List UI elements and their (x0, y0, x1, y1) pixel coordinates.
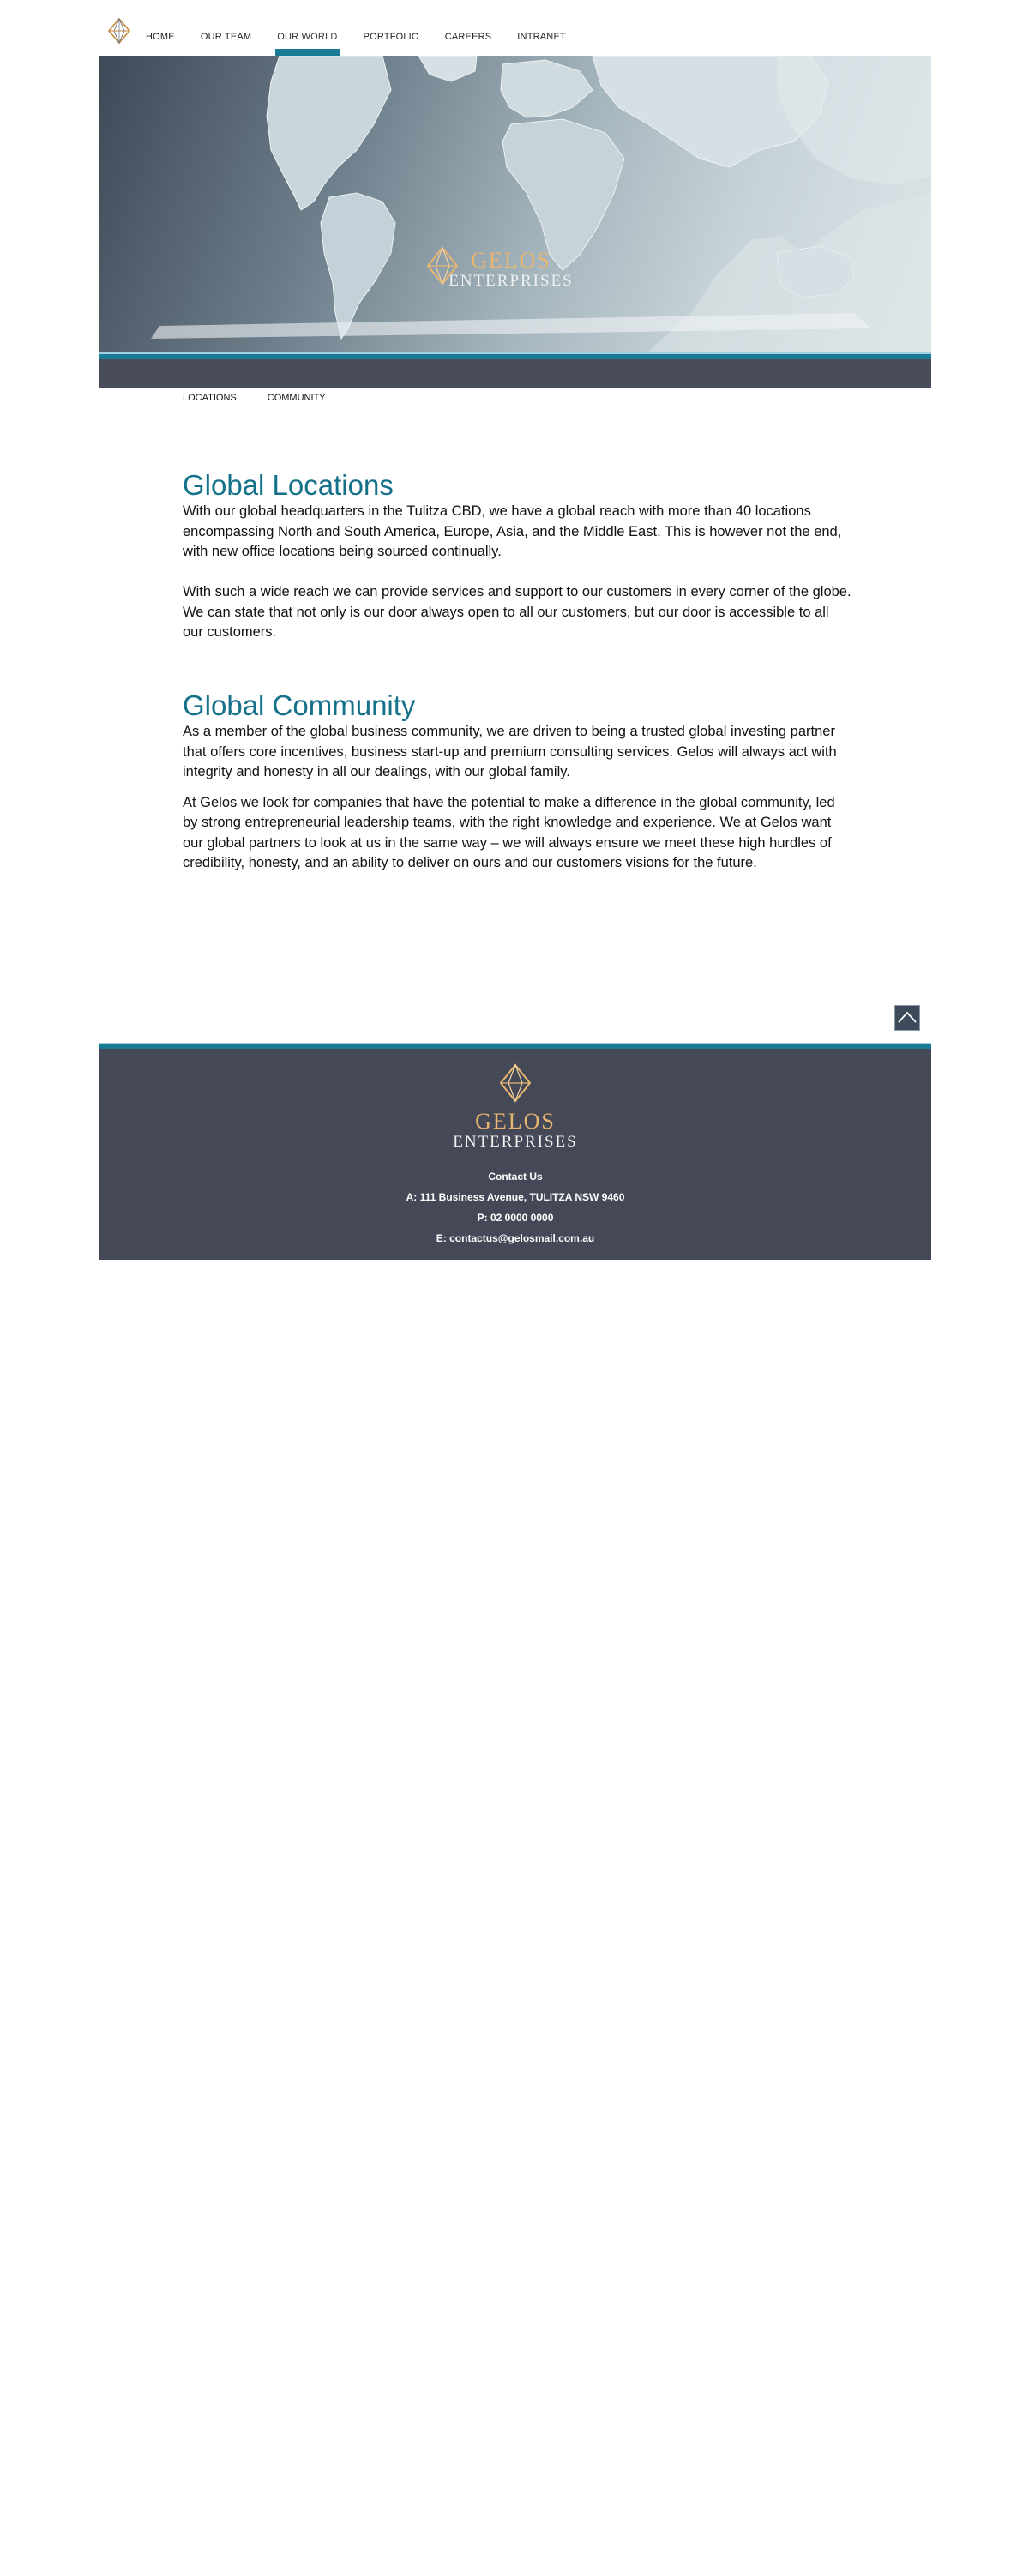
nav-our-world[interactable] (277, 32, 337, 42)
gelos-diamond-icon (498, 1063, 533, 1103)
section-title: Global Locations (183, 469, 394, 501)
nav-home[interactable] (146, 32, 175, 42)
hero-brand-sub: ENTERPRISES (448, 272, 574, 290)
back-to-top-button[interactable] (894, 1005, 920, 1031)
nav-our-team-label: OUR TEAM (200, 32, 252, 42)
main-nav (146, 32, 592, 42)
nav-our-team[interactable] (201, 32, 251, 42)
footer-accent-stripe (99, 1044, 931, 1049)
nav-careers[interactable] (445, 32, 492, 42)
hero-world-map-image (99, 56, 931, 352)
active-nav-indicator (275, 49, 339, 56)
section-paragraph: At Gelos we look for companies that have the potential to make a difference in the global community, led by strong entrepreneurial leadership teams, with the right knowledge and experience. We at Gelos want our global partners to look at us in the same way – we will always ensure we meet these high hurdles of credibility, honesty, and an ability to deliver on ours and our customers visions for the future. (183, 794, 835, 870)
site-wrapper (99, 0, 931, 1244)
contact-phone: P: 02 0000 0000 (477, 1212, 554, 1224)
section-paragraph: As a member of the global business community, we are driven to being a trusted global investing partner that offers core incentives, business start-up and premium consulting services. Gelos will always act with integrity and honesty in all our dealings, with our global family. (183, 724, 837, 779)
section-paragraph: With our global headquarters in the Tulitza CBD, we have a global reach with more than 40 locations encompassing North and South America, Europe, Asia, and the Middle East. This is however not the end, with new office locations being sourced continually. (183, 503, 842, 559)
section-paragraph: With such a wide reach we can provide services and support to our customers in every corner of the globe. We can state that not only is our door always open to all our customers, but our door is accessible to all our customers. (183, 584, 851, 640)
nav-portfolio[interactable] (364, 32, 419, 42)
section-title: Global Community (183, 689, 416, 721)
nav-portfolio-label: PORTFOLIO (363, 32, 419, 42)
footer-brand-sub: ENTERPRISES (453, 1133, 578, 1151)
sub-nav (183, 393, 357, 403)
contact-email[interactable]: E: contactus@gelosmail.com.au (436, 1232, 595, 1244)
contact-address: A: 111 Business Avenue, TULITZA NSW 9460 (406, 1191, 625, 1203)
top-bar (99, 0, 931, 56)
section-global-community (183, 689, 851, 874)
contact-block (99, 1166, 931, 1249)
nav-intranet[interactable] (517, 32, 566, 42)
nav-careers-label: CAREERS (444, 32, 492, 42)
footer-brand-logo (430, 1063, 601, 1150)
chevron-up-icon (895, 1006, 919, 1030)
subnav-community-label: COMMUNITY (267, 393, 326, 403)
subnav-community[interactable] (268, 393, 326, 403)
nav-home-label: HOME (146, 32, 175, 42)
section-global-locations (183, 469, 851, 643)
gelos-diamond-icon (425, 246, 460, 286)
subnav-locations-label: LOCATIONS (183, 393, 237, 403)
nav-intranet-label: INTRANET (517, 32, 566, 42)
hero-bottom-band (99, 359, 931, 388)
footer (99, 1043, 931, 1260)
hero-banner (99, 56, 931, 388)
footer-brand-name: GELOS (475, 1109, 556, 1134)
subnav-locations[interactable] (183, 393, 237, 403)
contact-heading: Contact Us (488, 1171, 543, 1183)
gelos-logo-icon[interactable] (107, 17, 131, 45)
hero-brand-logo (425, 246, 597, 289)
hero-brand-name: GELOS (471, 248, 551, 273)
nav-our-world-label: OUR WORLD (277, 32, 338, 42)
